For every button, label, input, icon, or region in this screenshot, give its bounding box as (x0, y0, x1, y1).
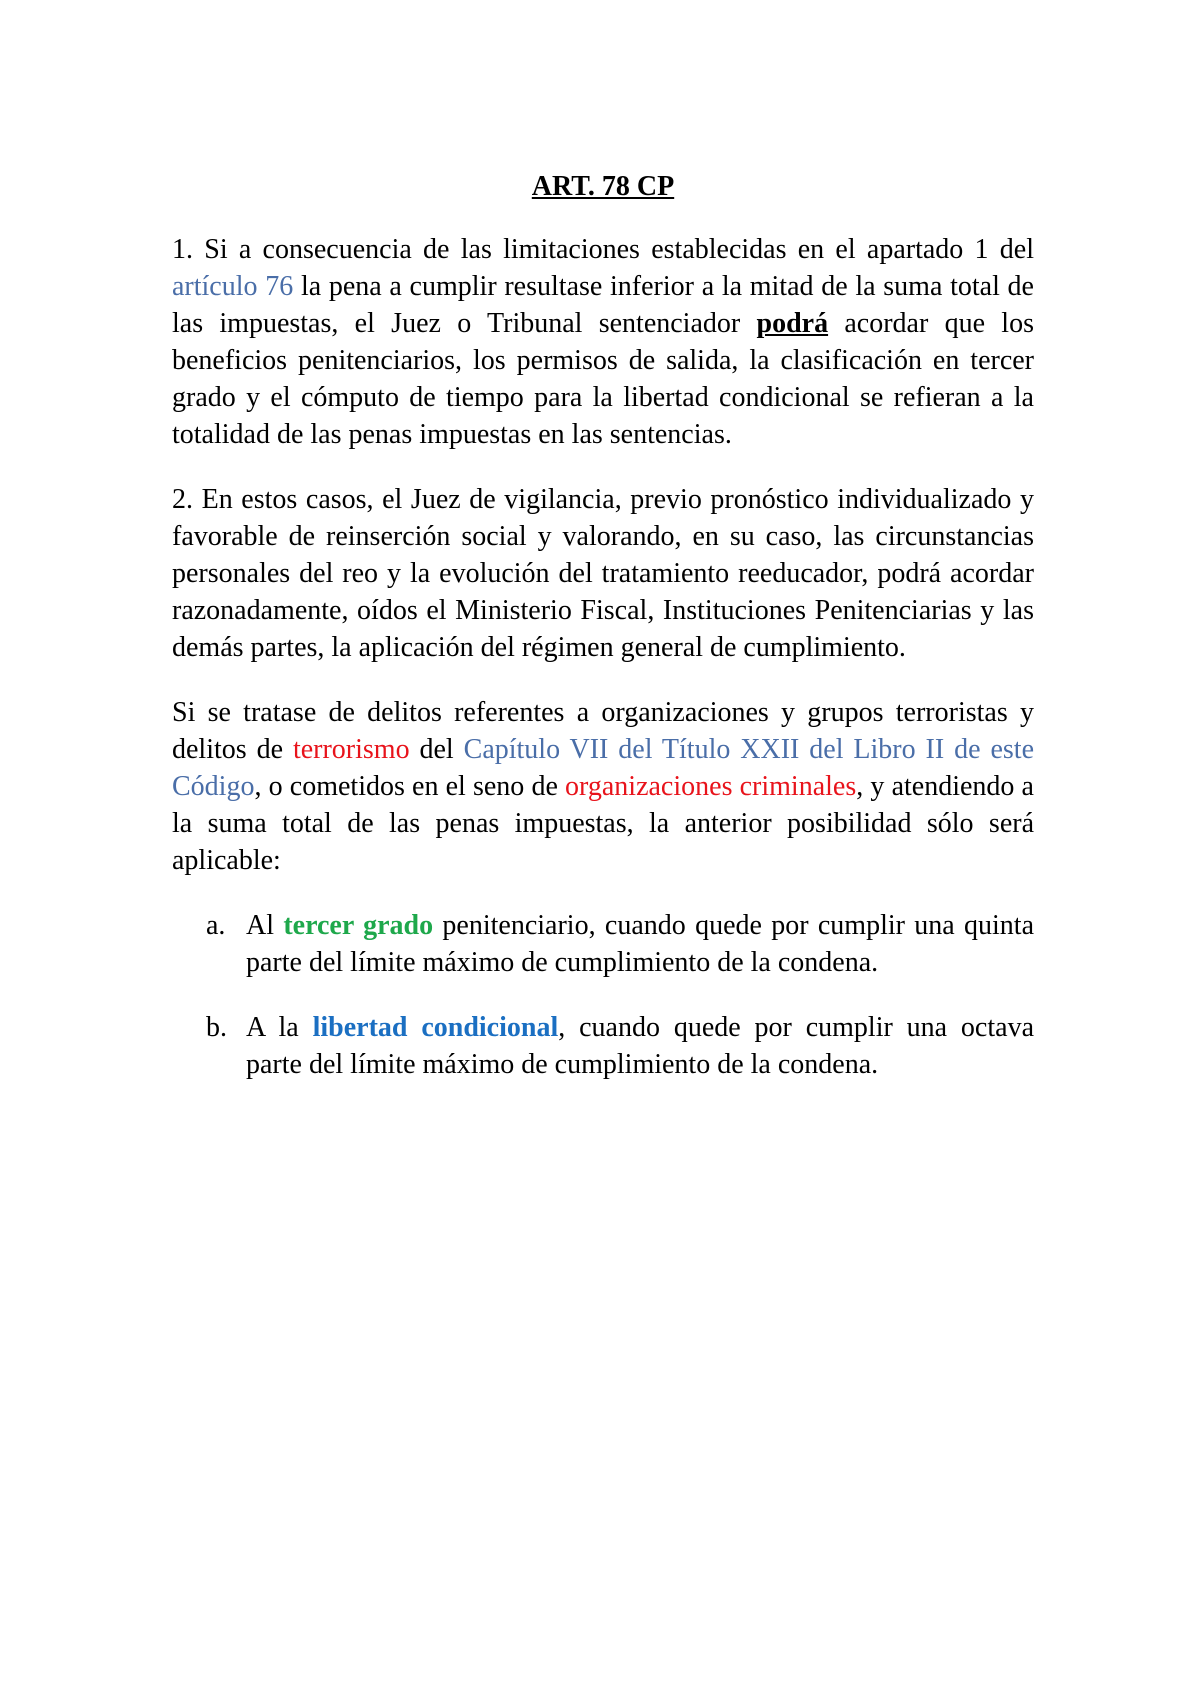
article-76-link[interactable]: artículo 76 (172, 271, 294, 302)
paragraph-2: 2. En estos casos, el Juez de vigilancia, previo pronóstico individualizado y favorable de reinserción social y valorando, en su caso, las circunstancias personales del reo y la evolución del tratamiento reeducador, podrá acordar razonadamente, oídos el Ministerio Fiscal, Instituciones Penitenciarias y las demás partes, la aplicación del régimen general de cumplimiento. (172, 484, 1034, 663)
list-marker-a: a. (206, 910, 226, 941)
list-item (172, 1009, 1034, 1083)
paragraph-3-text-c: , o cometidos en el seno de (254, 771, 566, 802)
terrorismo-highlight: terrorismo (292, 734, 410, 765)
document-page (172, 168, 1034, 1111)
podra-emphasis: podrá (756, 308, 829, 339)
tercer-grado-highlight: tercer grado (283, 910, 434, 941)
paragraph-1-text-a: 1. Si a consecuencia de las limitaciones establecidas en el apartado 1 del (172, 234, 1034, 265)
conditions-list (172, 907, 1034, 1083)
paragraph-1-text-b: la pena a cumplir resultase inferior a la mitad de la suma total de las impuestas, el Juez o Tribunal sentenciador (172, 271, 1034, 339)
list-item (172, 907, 1034, 981)
libertad-condicional-highlight: libertad condicional (312, 1012, 559, 1043)
organizaciones-criminales-highlight: organizaciones criminales (565, 771, 857, 802)
item-a-text-a: Al (246, 910, 284, 941)
item-b-text-b: , cuando quede por cumplir una octava parte del límite máximo de cumplimiento de la condena. (246, 1012, 1034, 1080)
list-marker-b: b. (206, 1012, 227, 1043)
paragraph-3 (172, 694, 1034, 879)
paragraph-1 (172, 231, 1034, 453)
item-a-text-b: penitenciario, cuando quede por cumplir una quinta parte del límite máximo de cumplimiento de la condena. (246, 910, 1035, 978)
paragraph-3-text-a: Si se tratase de delitos referentes a organizaciones y grupos terroristas y delitos de (172, 697, 1034, 765)
paragraph-3-text-b: del (409, 734, 464, 765)
document-title: ART. 78 CP (531, 171, 675, 202)
item-b-text-a: A la (246, 1012, 313, 1043)
capitulo-vii-link[interactable]: Capítulo VII del Título XXII del Libro II de este Código (172, 734, 1034, 802)
paragraph-1-text-c: acordar que los beneficios penitenciarios, los permisos de salida, la clasificación en tercer grado y el cómputo de tiempo para la libertad condicional se refieran a la totalidad de las penas impuestas en las sentencias. (172, 308, 1034, 450)
paragraph-3-text-d: , y atendiendo a la suma total de las penas impuestas, la anterior posibilidad sólo será aplicable: (172, 771, 1034, 876)
